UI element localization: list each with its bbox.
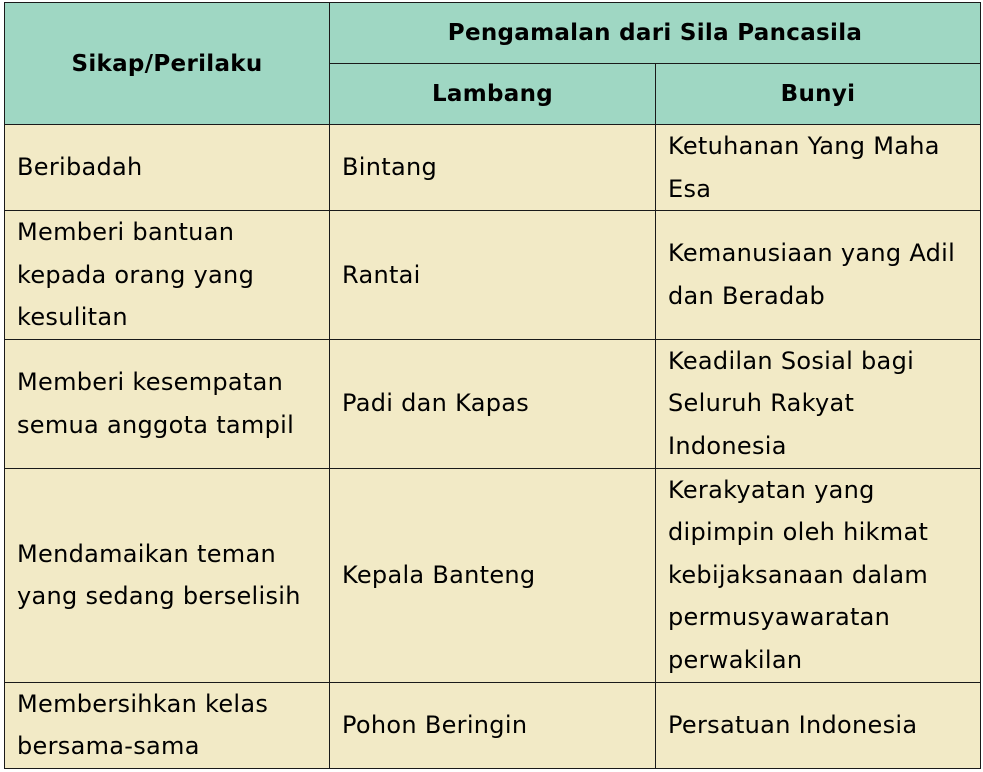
header-attitude: Sikap/Perilaku — [5, 3, 330, 125]
text-cell: Kemanusiaan yang Adil dan Beradab — [656, 211, 981, 340]
symbol-cell: Padi dan Kapas — [330, 339, 656, 468]
text-cell: Kerakyatan yang dipimpin oleh hikmat kebijaksanaan dalam permusyawaratan perwakilan — [656, 468, 981, 682]
header-text: Bunyi — [656, 64, 981, 125]
text-cell: Keadilan Sosial bagi Seluruh Rakyat Indonesia — [656, 339, 981, 468]
symbol-cell: Bintang — [330, 125, 656, 211]
table-row — [5, 125, 981, 211]
pancasila-table — [4, 2, 981, 769]
attitude-cell: Membersihkan kelas bersama-sama — [5, 682, 330, 768]
symbol-cell: Rantai — [330, 211, 656, 340]
table-row — [5, 339, 981, 468]
text-cell: Persatuan Indonesia — [656, 682, 981, 768]
symbol-cell: Kepala Banteng — [330, 468, 656, 682]
table-row — [5, 468, 981, 682]
attitude-cell: Mendamaikan teman yang sedang berselisih — [5, 468, 330, 682]
attitude-cell: Memberi bantuan kepada orang yang kesulitan — [5, 211, 330, 340]
text-cell: Ketuhanan Yang Maha Esa — [656, 125, 981, 211]
table-row — [5, 211, 981, 340]
header-group: Pengamalan dari Sila Pancasila — [330, 3, 981, 64]
table-row — [5, 682, 981, 768]
symbol-cell: Pohon Beringin — [330, 682, 656, 768]
header-symbol: Lambang — [330, 64, 656, 125]
attitude-cell: Beribadah — [5, 125, 330, 211]
attitude-cell: Memberi kesempatan semua anggota tampil — [5, 339, 330, 468]
